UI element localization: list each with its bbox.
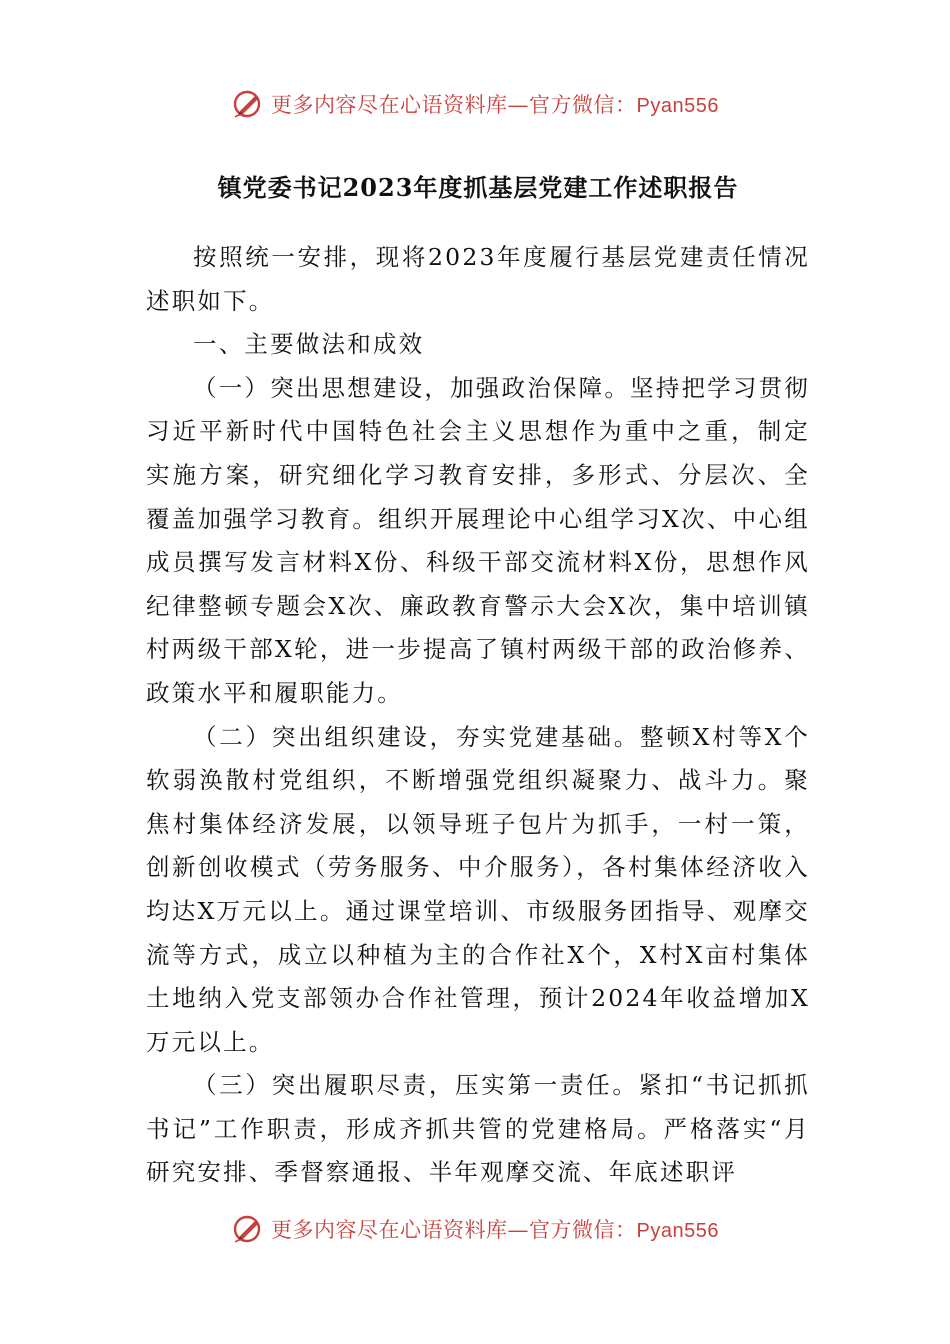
watermark-banner-top — [0, 84, 950, 124]
pen-circle-logo-icon — [231, 1212, 265, 1246]
watermark-banner-bottom — [0, 1209, 950, 1249]
watermark-text: 更多内容尽在心语资料库—官方微信：Pyan556 — [271, 1218, 719, 1242]
document-body — [146, 160, 810, 1195]
watermark-text: 更多内容尽在心语资料库—官方微信：Pyan556 — [271, 93, 719, 117]
pen-circle-logo-icon — [231, 87, 265, 121]
body-paragraph-2: （二）突出组织建设，夯实党建基础。整顿X村等X个软弱涣散村党组织，不断增强党组织凝聚力、战斗力。聚焦村集体经济发展，以领导班子包片为抓手，一村一策，创新创收模式（劳务服务、中介服务），各村集体经济收入均达X万元以上。通过课堂培训、市级服务团指导、观摩交流等方式，成立以种植为主的合作社X个，X村X亩村集体土地纳入党支部领办合作社管理，预计2024年收益增加X万元以上。 — [146, 722, 810, 1056]
body-paragraph-1: （一）突出思想建设，加强政治保障。坚持把学习贯彻习近平新时代中国特色社会主义思想作为重中之重，制定实施方案，研究细化学习教育安排，多形式、分层次、全覆盖加强学习教育。组织开展理论中心组学习X次、中心组成员撰写发言材料X份、科级干部交流材料X份，思想作风纪律整顿专题会X次、廉政教育警示大会X次，集中培训镇村两级干部X轮，进一步提高了镇村两级干部的政治修养、政策水平和履职能力。 — [146, 373, 810, 707]
section-heading: 一、主要做法和成效 — [193, 330, 425, 359]
document-title: 镇党委书记2023年度抓基层党建工作述职报告 — [217, 173, 739, 202]
body-paragraph-3: （三）突出履职尽责，压实第一责任。紧扣“书记抓抓书记”工作职责，形成齐抓共管的党建格局。严格落实“月研究安排、季督察通报、半年观摩交流、年底述职评 — [146, 1071, 810, 1187]
intro-paragraph: 按照统一安排，现将2023年度履行基层党建责任情况述职如下。 — [146, 243, 810, 315]
